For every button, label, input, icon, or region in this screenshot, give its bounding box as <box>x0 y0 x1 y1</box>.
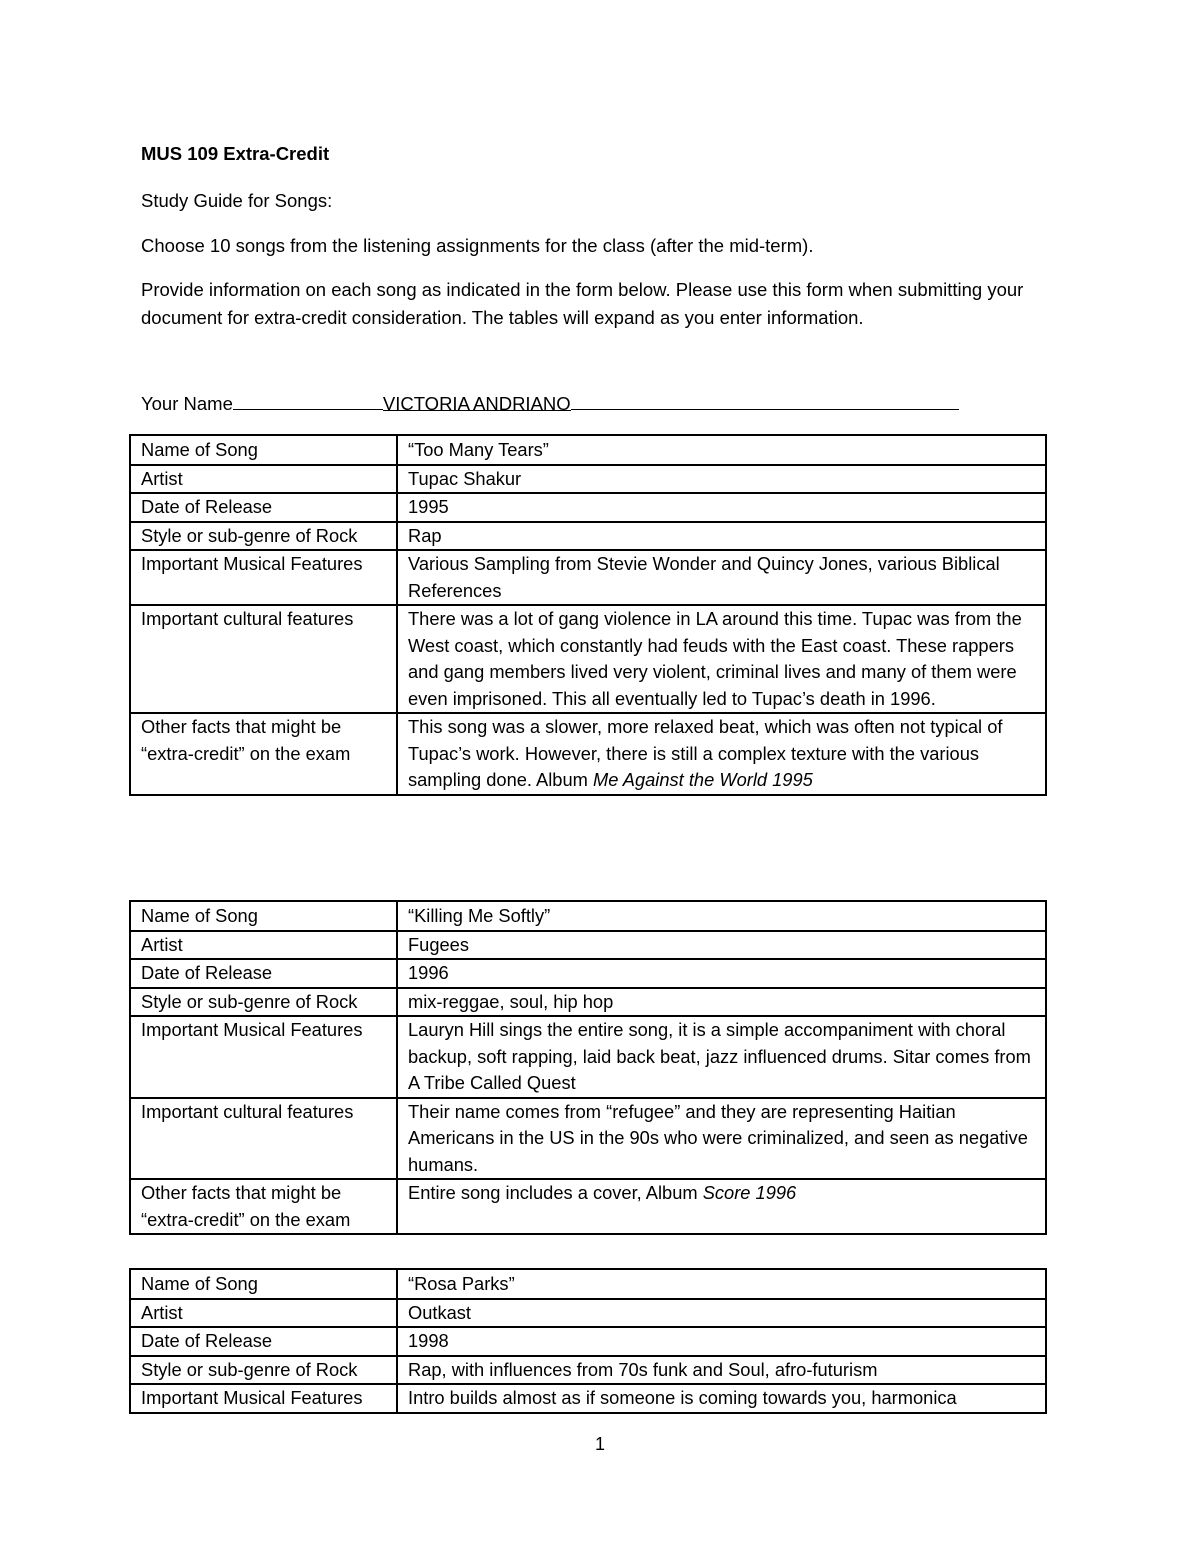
table-row <box>130 901 1046 931</box>
name-value: VICTORIA ANDRIANO <box>382 393 571 414</box>
value-style: Rap <box>397 522 1046 551</box>
value-cultural: There was a lot of gang violence in LA around this time. Tupac was from the West coast, which constantly had feuds with the East coast. These rappers and gang members lived very violent, criminal lives and many of them were even imprisoned. This all eventually led to Tupac’s death in 1996. <box>397 605 1046 713</box>
label-song: Name of Song <box>130 1269 397 1299</box>
table-row <box>130 522 1046 551</box>
song-table-3 <box>129 1268 1047 1414</box>
label-musical: Important Musical Features <box>130 550 397 605</box>
label-musical: Important Musical Features <box>130 1384 397 1413</box>
value-artist: Fugees <box>397 931 1046 960</box>
value-song: “Rosa Parks” <box>397 1269 1046 1299</box>
label-style: Style or sub-genre of Rock <box>130 522 397 551</box>
table-row <box>130 550 1046 605</box>
table-row <box>130 465 1046 494</box>
instruction-2: Provide information on each song as indicated in the form below. Please use this form when submitting your document for extra-credit consideration. The tables will expand as you enter information. <box>141 279 1024 328</box>
table-row <box>130 1356 1046 1385</box>
name-line <box>141 392 959 415</box>
value-musical: Intro builds almost as if someone is coming towards you, harmonica <box>397 1384 1046 1413</box>
label-date: Date of Release <box>130 493 397 522</box>
label-song: Name of Song <box>130 435 397 465</box>
subtitle: Study Guide for Songs: <box>141 190 333 211</box>
label-musical: Important Musical Features <box>130 1016 397 1098</box>
page-number: 1 <box>594 1434 605 1454</box>
value-artist: Tupac Shakur <box>397 465 1046 494</box>
table-row <box>130 1299 1046 1328</box>
table-row <box>130 435 1046 465</box>
table-row <box>130 931 1046 960</box>
name-underline-2 <box>571 392 959 410</box>
instruction: Choose 10 songs from the listening assignments for the class (after the mid-term). <box>141 235 814 256</box>
value-other <box>397 713 1046 795</box>
album-title: Me Against the World 1995 <box>592 769 813 790</box>
table-row <box>130 1016 1046 1098</box>
value-other <box>397 1179 1046 1234</box>
table-row <box>130 1384 1046 1413</box>
label-style: Style or sub-genre of Rock <box>130 1356 397 1385</box>
table-row <box>130 959 1046 988</box>
label-song: Name of Song <box>130 901 397 931</box>
name-underline-1 <box>233 392 383 410</box>
value-song: “Too Many Tears” <box>397 435 1046 465</box>
value-other-text: Entire song includes a cover, Album <box>408 1182 703 1203</box>
label-cultural: Important cultural features <box>130 1098 397 1180</box>
label-style: Style or sub-genre of Rock <box>130 988 397 1017</box>
value-date: 1996 <box>397 959 1046 988</box>
value-other-text: This song was a slower, more relaxed beat, which was often not typical of Tupac’s work. However, there is still a complex texture with the various sampling done. Album <box>408 716 1003 790</box>
table-row <box>130 1179 1046 1234</box>
value-date: 1998 <box>397 1327 1046 1356</box>
name-label: Your Name <box>141 393 233 414</box>
label-other: Other facts that might be “extra-credit” on the exam <box>130 1179 397 1234</box>
value-date: 1995 <box>397 493 1046 522</box>
value-musical: Various Sampling from Stevie Wonder and Quincy Jones, various Biblical References <box>397 550 1046 605</box>
value-cultural: Their name comes from “refugee” and they are representing Haitian Americans in the US in the 90s who were criminalized, and seen as negative humans. <box>397 1098 1046 1180</box>
label-other: Other facts that might be “extra-credit” on the exam <box>130 713 397 795</box>
label-artist: Artist <box>130 931 397 960</box>
table-row <box>130 1098 1046 1180</box>
table-row <box>130 713 1046 795</box>
label-date: Date of Release <box>130 1327 397 1356</box>
song-table-2 <box>129 900 1047 1235</box>
table-row <box>130 605 1046 713</box>
label-artist: Artist <box>130 1299 397 1328</box>
label-cultural: Important cultural features <box>130 605 397 713</box>
album-title: Score 1996 <box>702 1182 797 1203</box>
value-artist: Outkast <box>397 1299 1046 1328</box>
table-row <box>130 1269 1046 1299</box>
value-musical: Lauryn Hill sings the entire song, it is a simple accompaniment with choral backup, soft rapping, laid back beat, jazz influenced drums. Sitar comes from A Tribe Called Quest <box>397 1016 1046 1098</box>
value-style: Rap, with influences from 70s funk and Soul, afro-futurism <box>397 1356 1046 1385</box>
label-artist: Artist <box>130 465 397 494</box>
document-title: MUS 109 Extra-Credit <box>141 143 330 164</box>
value-song: “Killing Me Softly” <box>397 901 1046 931</box>
table-row <box>130 1327 1046 1356</box>
table-row <box>130 988 1046 1017</box>
table-row <box>130 493 1046 522</box>
value-style: mix-reggae, soul, hip hop <box>397 988 1046 1017</box>
label-date: Date of Release <box>130 959 397 988</box>
song-table-1 <box>129 434 1047 796</box>
